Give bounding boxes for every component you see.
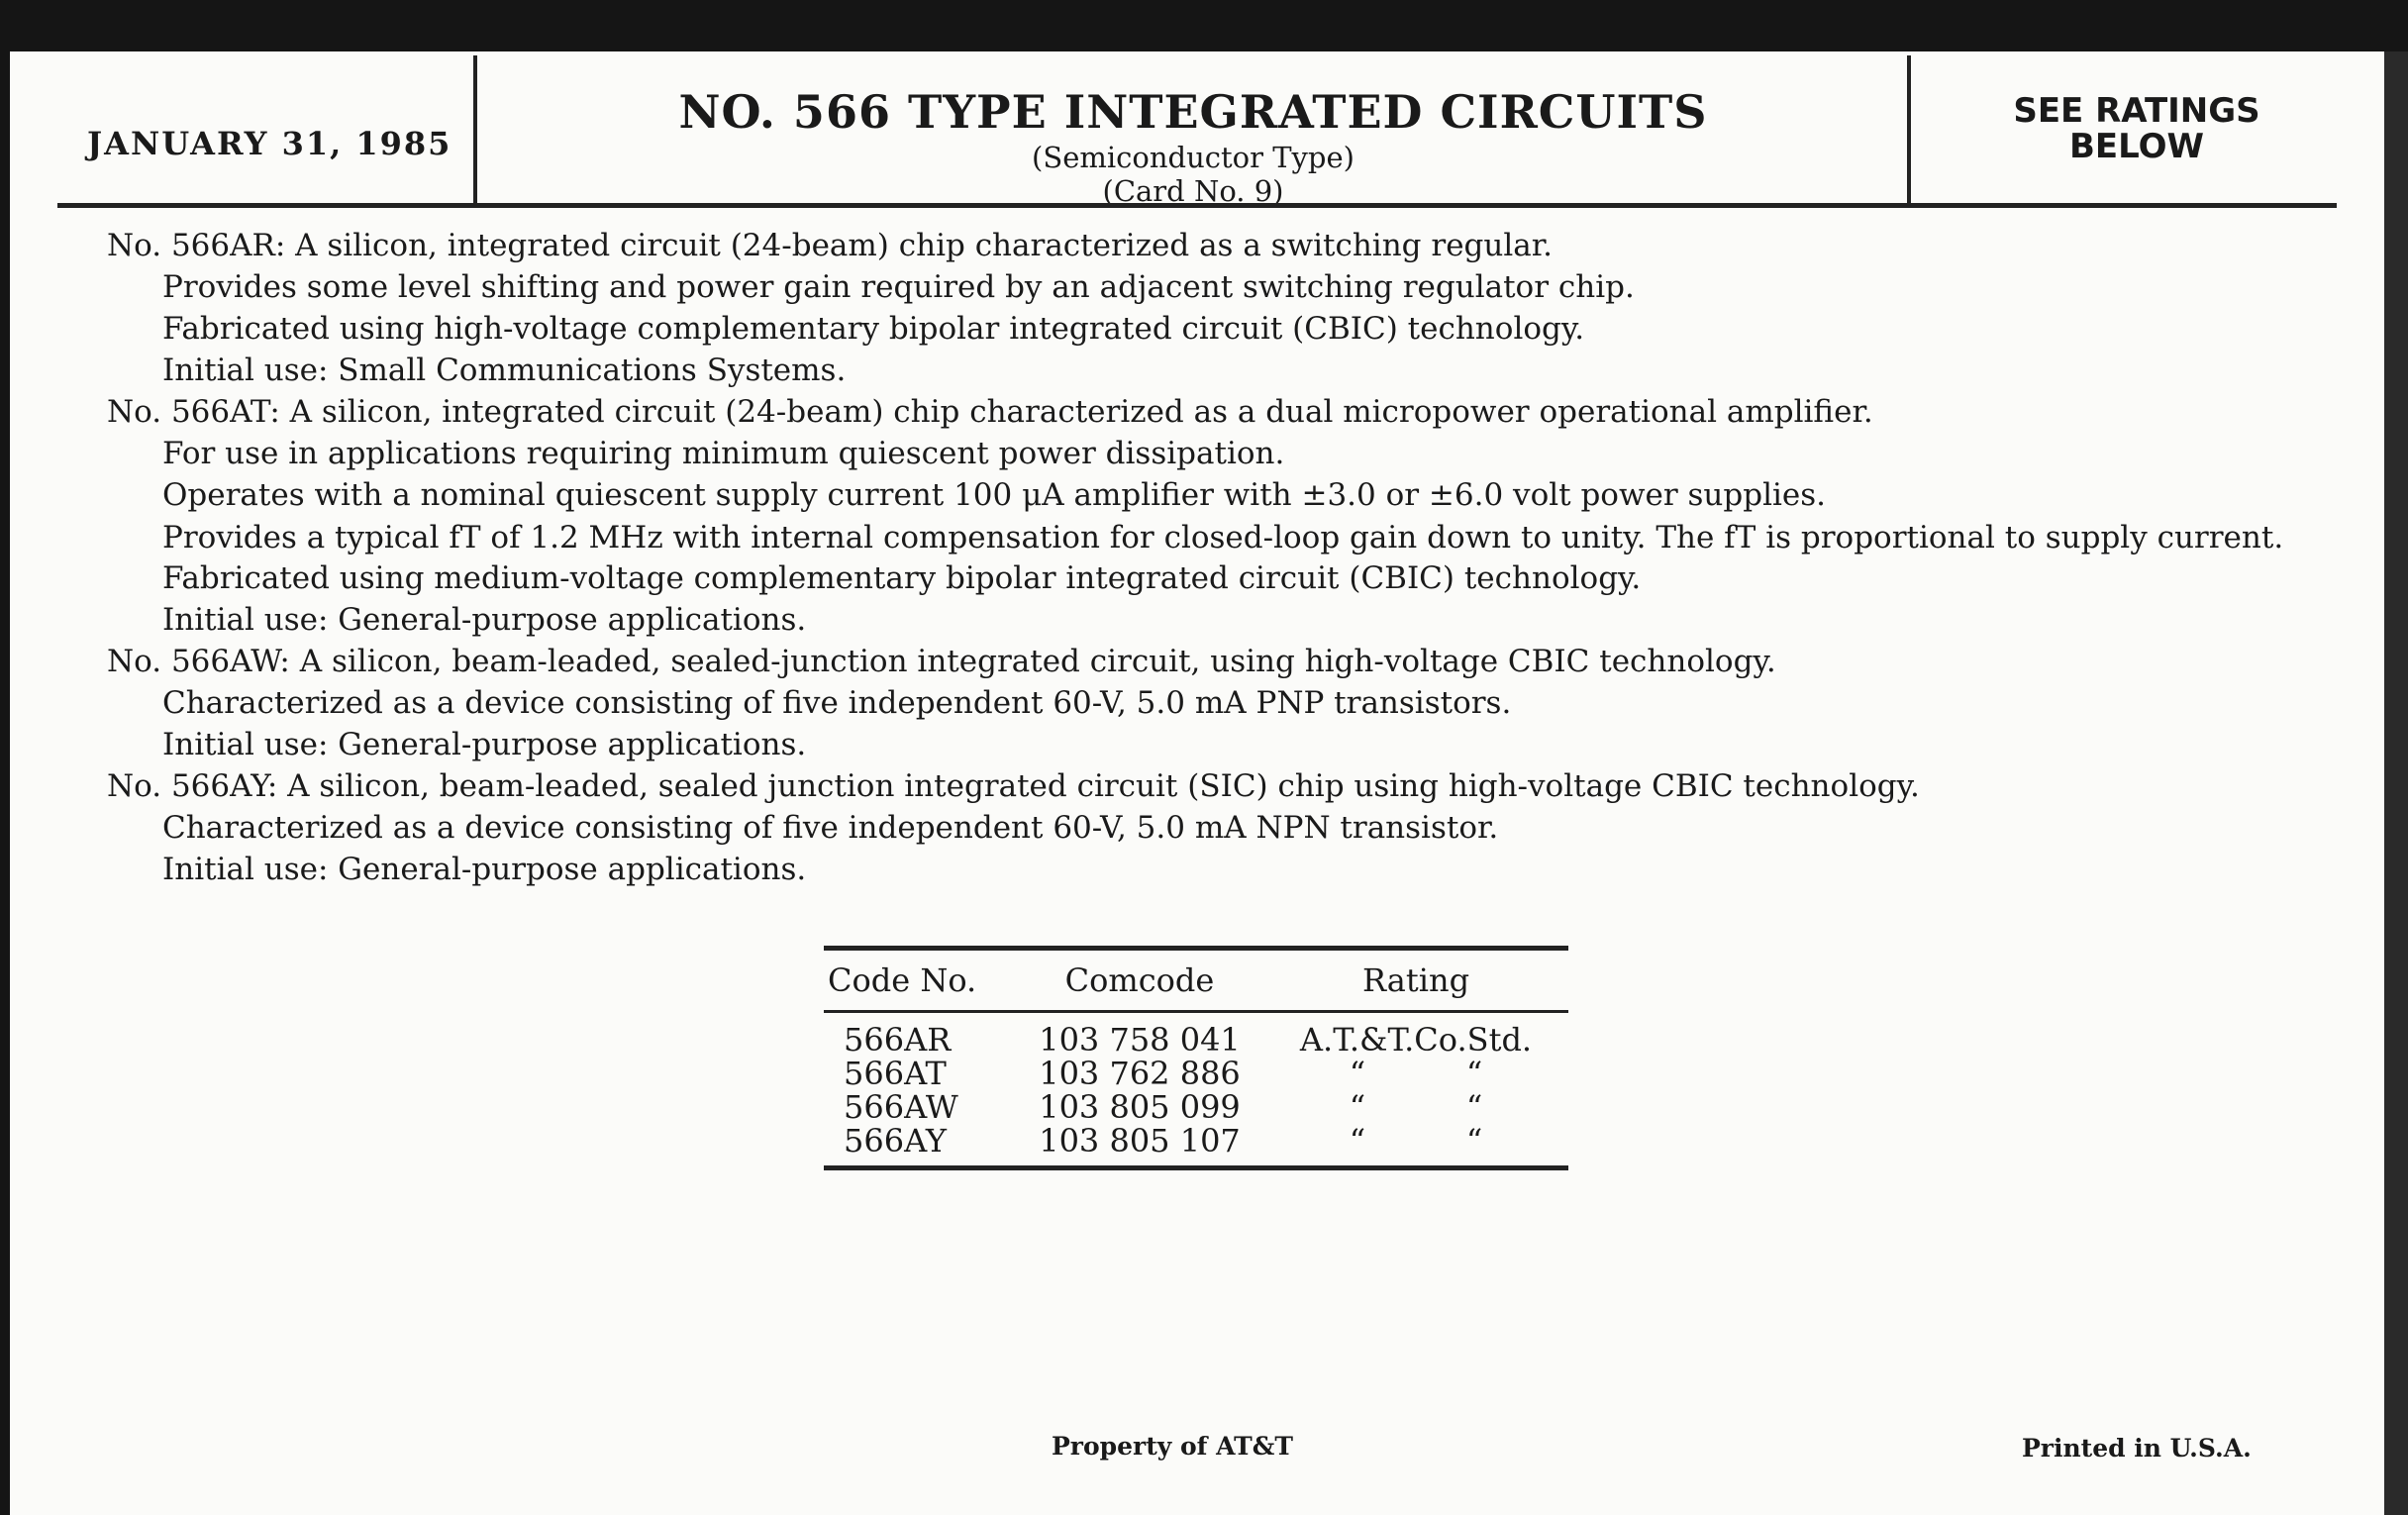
device-line: Characterized as a device consisting of five independent 60-V, 5.0 mA PNP transistors. (162, 685, 1512, 721)
footer-property: Property of AT&T (1052, 1432, 1293, 1461)
table-header-comcode: Comcode (1064, 961, 1215, 999)
cell-code: 566AT (844, 1055, 947, 1092)
table-row (824, 1023, 1568, 1057)
device-566at (107, 391, 2297, 641)
cell-code: 566AR (844, 1021, 952, 1059)
cell-comcode: 103 758 041 (1039, 1021, 1241, 1059)
device-line: Provides some level shifting and power gain required by an adjacent switching regulator chip. (162, 269, 1635, 305)
device-descriptions (107, 225, 2297, 890)
cell-rating: “ “ (1349, 1088, 1483, 1126)
cell-comcode: 103 805 099 (1039, 1088, 1241, 1126)
table-header-rating: Rating (1361, 961, 1470, 999)
index-card (10, 51, 2384, 1515)
page-title: NO. 566 TYPE INTEGRATED CIRCUITS (678, 85, 1708, 139)
device-heading: No. 566AW: A silicon, beam-leaded, sealed-junction integrated circuit, using high-voltage CBIC technology. (107, 644, 1776, 679)
cell-code: 566AW (844, 1088, 958, 1126)
ratings-note-line2: BELOW (2069, 127, 2204, 166)
device-heading: No. 566AY: A silicon, beam-leaded, sealed junction integrated circuit (SIC) chip using high-voltage CBIC technology. (107, 768, 1920, 804)
device-heading: No. 566AT: A silicon, integrated circuit (24-beam) chip characterized as a dual micropower operational amplifier. (107, 394, 1873, 430)
device-heading: No. 566AR: A silicon, integrated circuit (24-beam) chip characterized as a switching regular. (107, 228, 1554, 263)
ratings-table (824, 946, 1568, 1170)
table-row (824, 1124, 1568, 1158)
footer-printed: Printed in U.S.A. (2022, 1434, 2252, 1463)
device-566aw (107, 641, 2297, 765)
device-line: Fabricated using high-voltage complementary bipolar integrated circuit (CBIC) technology. (162, 311, 1585, 347)
ratings-note-line1: SEE RATINGS (2013, 91, 2260, 131)
device-line: For use in applications requiring minimum quiescent power dissipation. (162, 436, 1285, 471)
cell-comcode: 103 805 107 (1039, 1122, 1241, 1160)
title-block (475, 83, 1911, 208)
device-566ay (107, 765, 2297, 890)
device-line: Initial use: Small Communications Systems. (162, 353, 847, 388)
device-line: Provides a typical fT of 1.2 MHz with internal compensation for closed-loop gain down to unity. The fT is proportional to supply current. (162, 520, 2284, 556)
device-566ar (107, 225, 2297, 391)
device-line: Initial use: General-purpose applications. (162, 727, 807, 762)
page-subtitle: (Semiconductor Type) (1032, 141, 1354, 174)
cell-rating: A.T.&T.Co.Std. (1299, 1021, 1533, 1059)
card-number: (Card No. 9) (1102, 174, 1284, 208)
cell-rating: “ “ (1349, 1055, 1483, 1092)
cell-rating: “ “ (1349, 1122, 1483, 1160)
table-header-row (824, 951, 1568, 1013)
device-line: Operates with a nominal quiescent supply current 100 μA amplifier with ±3.0 or ±6.0 volt power supplies. (162, 477, 1827, 513)
card-date: JANUARY 31, 1985 (87, 125, 452, 162)
device-line: Initial use: General-purpose applications. (162, 602, 807, 638)
device-line: Initial use: General-purpose applications. (162, 852, 807, 887)
device-line: Fabricated using medium-voltage complementary bipolar integrated circuit (CBIC) technology. (162, 560, 1642, 596)
scan-edge (2384, 51, 2408, 1515)
table-header-code: Code No. (828, 961, 977, 999)
table-row (824, 1057, 1568, 1090)
cell-code: 566AY (844, 1122, 948, 1160)
header-rule (57, 203, 2337, 208)
cell-comcode: 103 762 886 (1039, 1055, 1241, 1092)
device-line: Characterized as a device consisting of five independent 60-V, 5.0 mA NPN transistor. (162, 810, 1499, 846)
ratings-note (1939, 93, 2335, 164)
table-body (824, 1013, 1568, 1165)
table-row (824, 1090, 1568, 1124)
